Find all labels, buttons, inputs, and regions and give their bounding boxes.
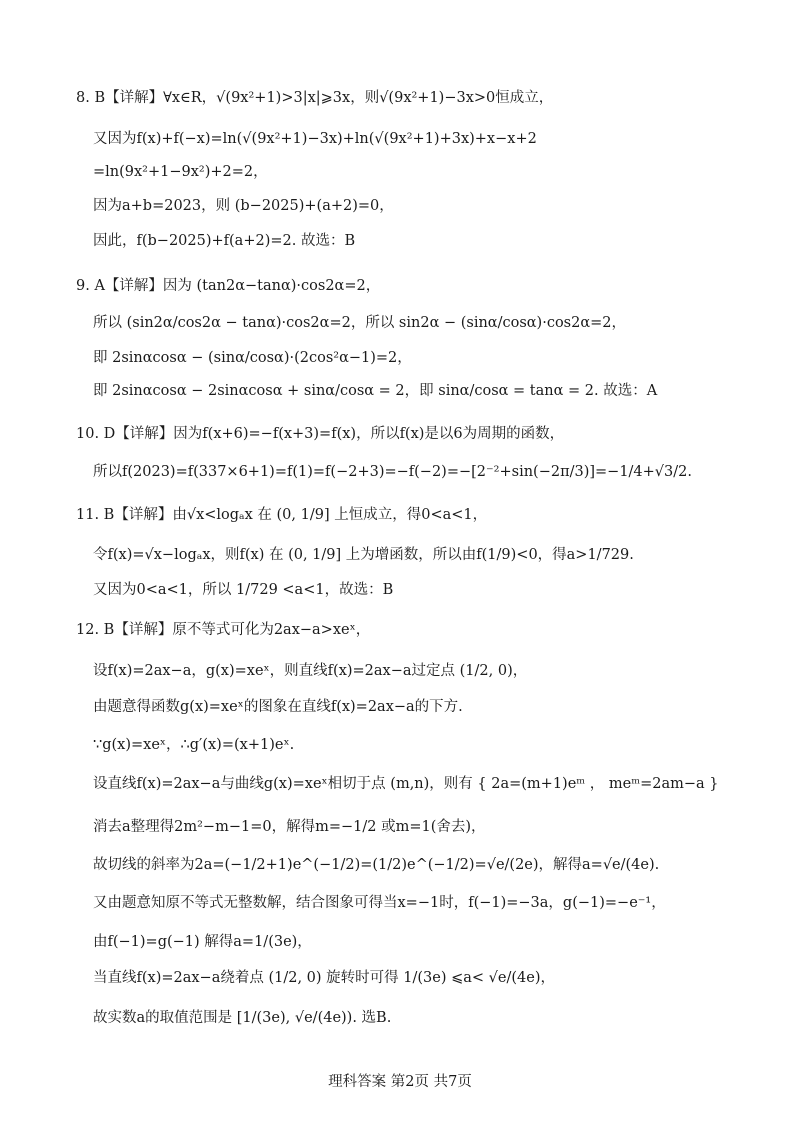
p9-line-3: 即 2sinαcosα − (sinα/cosα)·(2cos²α−1)=2， [93,350,412,366]
p9-line-2: 所以 (sin2α/cos2α − tanα)·cos2α=2，所以 sin2α − (sinα/cosα)·cos2α=2， [93,315,627,331]
p8-line-1: 8. B【详解】∀x∈R，√(9x²+1)>3|x|⩾3x，则√(9x²+1)−3x>0恒成立， [76,90,554,106]
p8-line-5: 因此，f(b−2025)+f(a+2)=2. 故选：B [93,233,356,249]
p12-line-8: 又由题意知原不等式无整数解，结合图象可得当x=−1时，f(−1)=−3a，g(−1)=−e⁻¹， [93,895,666,911]
p11-line-2: 令f(x)=√x−logₐx，则f(x) 在 (0, 1/9] 上为增函数，所以由f(1/9)<0，得a>1/729. [93,547,634,563]
p8-line-3: =ln(9x²+1−9x²)+2=2， [93,164,268,180]
p12-line-4: ∵g(x)=xeˣ，∴g′(x)=(x+1)eˣ. [93,737,295,753]
p12-line-1: 12. B【详解】原不等式可化为2ax−a>xeˣ， [76,622,371,638]
p12-line-2: 设f(x)=2ax−a，g(x)=xeˣ，则直线f(x)=2ax−a过定点 (1/2, 0)， [93,663,528,679]
p10-line-2: 所以f(2023)=f(337×6+1)=f(1)=f(−2+3)=−f(−2)=−[2⁻²+sin(−2π/3)]=−1/4+√3/2. [93,464,692,480]
p9-line-4: 即 2sinαcosα − 2sinαcosα + sinα/cosα = 2，即 sinα/cosα = tanα = 2. 故选：A [93,383,658,399]
p9-line-1: 9. A【详解】因为 (tan2α−tanα)·cos2α=2， [76,278,381,294]
p12-line-11: 故实数a的取值范围是 [1/(3e), √e/(4e)). 选B. [93,1010,392,1026]
p12-line-10: 当直线f(x)=2ax−a绕着点 (1/2, 0) 旋转时可得 1/(3e) ⩽a< √e/(4e)， [93,970,555,986]
p8-line-2: 又因为f(x)+f(−x)=ln(√(9x²+1)−3x)+ln(√(9x²+1)+3x)+x−x+2 [93,131,537,147]
p12-line-3: 由题意得函数g(x)=xeˣ的图象在直线f(x)=2ax−a的下方. [93,699,463,715]
p12-line-7: 故切线的斜率为2a=(−1/2+1)e^(−1/2)=(1/2)e^(−1/2)=√e/(2e)，解得a=√e/(4e). [93,857,660,873]
p12-line-6: 消去a整理得2m²−m−1=0，解得m=−1/2 或m=1(舍去)， [93,819,486,835]
p12-line-5: 设直线f(x)=2ax−a与曲线g(x)=xeˣ相切于点 (m,n)，则有 { 2a=(m+1)eᵐ ， meᵐ=2am−a } [93,776,719,792]
p11-line-1: 11. B【详解】由√x<logₐx 在 (0, 1/9] 上恒成立，得0<a<1， [76,507,488,523]
p10-line-1: 10. D【详解】因为f(x+6)=−f(x+3)=f(x)，所以f(x)是以6为周期的函数， [76,426,565,442]
p11-line-3: 又因为0<a<1，所以 1/729 <a<1，故选：B [93,582,394,598]
p12-line-9: 由f(−1)=g(−1) 解得a=1/(3e)， [93,934,312,950]
p8-line-4: 因为a+b=2023，则 (b−2025)+(a+2)=0， [93,198,394,214]
page-footer: 理科答案 第2页 共7页 [328,1074,472,1090]
